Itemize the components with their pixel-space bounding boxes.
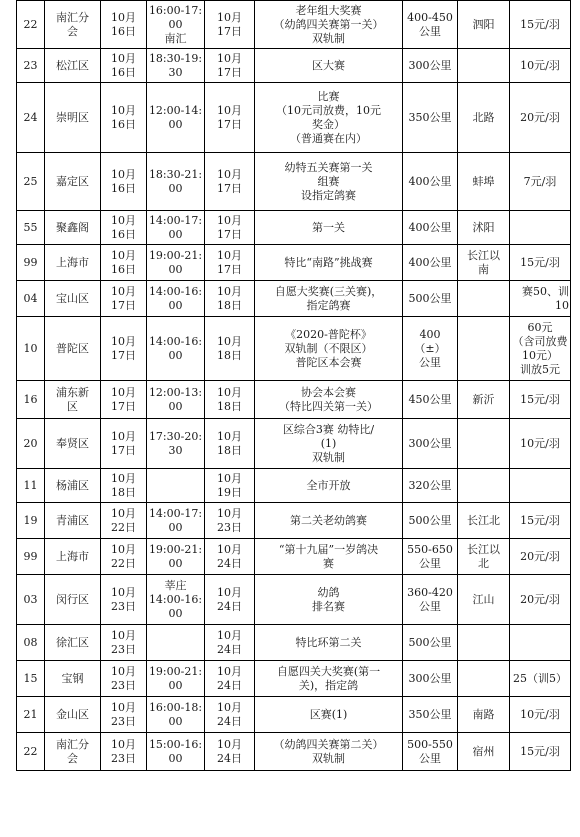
- event-cell: 第一关: [255, 211, 403, 245]
- event-cell: 区赛(1): [255, 697, 403, 733]
- location-cell: 蚌埠: [458, 153, 510, 211]
- release-date-cell: 10月 16日: [101, 211, 147, 245]
- district-cell: 宝山区: [45, 281, 101, 317]
- release-date-cell: 10月 17日: [101, 381, 147, 419]
- release-time-cell: 18:30-21: 00: [147, 153, 205, 211]
- release-date-cell: 10月 23日: [101, 661, 147, 697]
- fee-cell: 10元/羽: [510, 697, 571, 733]
- fee-cell: 15元/羽: [510, 245, 571, 281]
- location-cell: 新沂: [458, 381, 510, 419]
- release-time-cell: 16:00-18: 00: [147, 697, 205, 733]
- district-cell: 上海市: [45, 245, 101, 281]
- location-cell: 宿州: [458, 733, 510, 771]
- code-cell: 25: [17, 153, 45, 211]
- event-cell: 老年组大奖赛 （幼鸽四关赛第一关） 双轨制: [255, 1, 403, 49]
- table-row: [17, 733, 571, 771]
- release-date-cell: 10月 22日: [101, 503, 147, 539]
- release-date-cell: 10月 18日: [101, 469, 147, 503]
- fee-cell: 10元/羽: [510, 49, 571, 83]
- release-time-cell: 14:00-17: 00: [147, 503, 205, 539]
- location-cell: 江山: [458, 575, 510, 625]
- arrival-date-cell: 10月 23日: [205, 503, 255, 539]
- district-cell: 宝钢: [45, 661, 101, 697]
- table-row: [17, 211, 571, 245]
- distance-cell: 400（±） 公里: [403, 317, 458, 381]
- district-cell: 松江区: [45, 49, 101, 83]
- distance-cell: 300公里: [403, 661, 458, 697]
- code-cell: 20: [17, 419, 45, 469]
- location-cell: 南路: [458, 697, 510, 733]
- event-cell: 自愿大奖赛(三关赛)， 指定鸽赛: [255, 281, 403, 317]
- code-cell: 55: [17, 211, 45, 245]
- fee-cell: 7元/羽: [510, 153, 571, 211]
- release-time-cell: 12:00-13: 00: [147, 381, 205, 419]
- fee-cell: 10元/羽: [510, 419, 571, 469]
- distance-cell: 400公里: [403, 153, 458, 211]
- code-cell: 03: [17, 575, 45, 625]
- distance-cell: 500公里: [403, 625, 458, 661]
- distance-cell: 450公里: [403, 381, 458, 419]
- code-cell: 16: [17, 381, 45, 419]
- distance-cell: 320公里: [403, 469, 458, 503]
- table-row: [17, 317, 571, 381]
- code-cell: 22: [17, 733, 45, 771]
- release-date-cell: 10月 17日: [101, 419, 147, 469]
- event-cell: 区大赛: [255, 49, 403, 83]
- event-cell: 幼鸽 排名赛: [255, 575, 403, 625]
- location-cell: 长江以 南: [458, 245, 510, 281]
- table-row: [17, 83, 571, 153]
- location-cell: 长江以 北: [458, 539, 510, 575]
- event-cell: 《2020-普陀杯》 双轨制（不限区） 普陀区本会赛: [255, 317, 403, 381]
- location-cell: [458, 469, 510, 503]
- location-cell: [458, 625, 510, 661]
- location-cell: 泗阳: [458, 1, 510, 49]
- event-cell: 特比“南路”挑战赛: [255, 245, 403, 281]
- district-cell: 徐汇区: [45, 625, 101, 661]
- event-cell: 幼特五关赛第一关 组赛 设指定鸽赛: [255, 153, 403, 211]
- race-schedule-table: [16, 0, 571, 771]
- arrival-date-cell: 10月 17日: [205, 1, 255, 49]
- district-cell: 嘉定区: [45, 153, 101, 211]
- release-time-cell: 18:30-19: 30: [147, 49, 205, 83]
- fee-cell: 25（训5）: [510, 661, 571, 697]
- table-row: [17, 381, 571, 419]
- district-cell: 浦东新 区: [45, 381, 101, 419]
- distance-cell: 350公里: [403, 83, 458, 153]
- event-cell: 自愿四关大奖赛(第一 关)，指定鸽: [255, 661, 403, 697]
- release-time-cell: 15:00-16: 00: [147, 733, 205, 771]
- distance-cell: 400公里: [403, 245, 458, 281]
- code-cell: 15: [17, 661, 45, 697]
- release-date-cell: 10月 23日: [101, 625, 147, 661]
- fee-cell: 赛50、训10: [510, 281, 571, 317]
- arrival-date-cell: 10月 24日: [205, 625, 255, 661]
- location-cell: 北路: [458, 83, 510, 153]
- arrival-date-cell: 10月 24日: [205, 661, 255, 697]
- release-time-cell: 19:00-21: 00: [147, 245, 205, 281]
- arrival-date-cell: 10月 24日: [205, 733, 255, 771]
- table-row: [17, 469, 571, 503]
- district-cell: 金山区: [45, 697, 101, 733]
- district-cell: 聚鑫阁: [45, 211, 101, 245]
- arrival-date-cell: 10月 18日: [205, 281, 255, 317]
- event-cell: 比赛 （10元司放费，10元 奖金） （普通赛在内）: [255, 83, 403, 153]
- table-row: [17, 661, 571, 697]
- fee-cell: [510, 625, 571, 661]
- distance-cell: 500-550 公里: [403, 733, 458, 771]
- district-cell: 崇明区: [45, 83, 101, 153]
- fee-cell: 15元/羽: [510, 1, 571, 49]
- fee-cell: 20元/羽: [510, 83, 571, 153]
- release-time-cell: 14:00-17: 00: [147, 211, 205, 245]
- code-cell: 10: [17, 317, 45, 381]
- arrival-date-cell: 10月 17日: [205, 83, 255, 153]
- event-cell: （幼鸽四关赛第二关） 双轨制: [255, 733, 403, 771]
- distance-cell: 550-650 公里: [403, 539, 458, 575]
- code-cell: 23: [17, 49, 45, 83]
- arrival-date-cell: 10月 17日: [205, 211, 255, 245]
- table-row: [17, 575, 571, 625]
- arrival-date-cell: 10月 17日: [205, 49, 255, 83]
- distance-cell: 400-450 公里: [403, 1, 458, 49]
- arrival-date-cell: 10月 18日: [205, 317, 255, 381]
- arrival-date-cell: 10月 18日: [205, 381, 255, 419]
- district-cell: 南汇分 会: [45, 1, 101, 49]
- event-cell: 全市开放: [255, 469, 403, 503]
- release-time-cell: 19:00-21: 00: [147, 539, 205, 575]
- release-time-cell: [147, 625, 205, 661]
- release-time-cell: 17:30-20: 30: [147, 419, 205, 469]
- release-time-cell: 12:00-14: 00: [147, 83, 205, 153]
- release-time-cell: 16:00-17: 00 南汇: [147, 1, 205, 49]
- district-cell: 闵行区: [45, 575, 101, 625]
- schedule-rows: [17, 1, 571, 771]
- release-time-cell: 19:00-21: 00: [147, 661, 205, 697]
- release-time-cell: 14:00-16: 00: [147, 317, 205, 381]
- distance-cell: 400公里: [403, 211, 458, 245]
- fee-cell: [510, 469, 571, 503]
- release-date-cell: 10月 22日: [101, 539, 147, 575]
- release-date-cell: 10月 17日: [101, 281, 147, 317]
- fee-cell: 15元/羽: [510, 733, 571, 771]
- table-row: [17, 1, 571, 49]
- code-cell: 99: [17, 245, 45, 281]
- district-cell: 上海市: [45, 539, 101, 575]
- event-cell: 协会本会赛 （特比四关第一关）: [255, 381, 403, 419]
- code-cell: 19: [17, 503, 45, 539]
- location-cell: [458, 419, 510, 469]
- release-time-cell: 14:00-16: 00: [147, 281, 205, 317]
- location-cell: 长江北: [458, 503, 510, 539]
- fee-cell: 15元/羽: [510, 381, 571, 419]
- district-cell: 杨浦区: [45, 469, 101, 503]
- event-cell: “第十九届”一岁鸽决 赛: [255, 539, 403, 575]
- table-row: [17, 153, 571, 211]
- release-date-cell: 10月 23日: [101, 575, 147, 625]
- fee-cell: 15元/羽: [510, 503, 571, 539]
- distance-cell: 300公里: [403, 419, 458, 469]
- release-date-cell: 10月 16日: [101, 83, 147, 153]
- arrival-date-cell: 10月 17日: [205, 153, 255, 211]
- code-cell: 04: [17, 281, 45, 317]
- table-row: [17, 697, 571, 733]
- location-cell: [458, 49, 510, 83]
- table-row: [17, 419, 571, 469]
- event-cell: 特比环第二关: [255, 625, 403, 661]
- location-cell: [458, 317, 510, 381]
- release-time-cell: [147, 469, 205, 503]
- arrival-date-cell: 10月 19日: [205, 469, 255, 503]
- release-date-cell: 10月 16日: [101, 153, 147, 211]
- location-cell: [458, 661, 510, 697]
- release-date-cell: 10月 16日: [101, 49, 147, 83]
- arrival-date-cell: 10月 24日: [205, 697, 255, 733]
- arrival-date-cell: 10月 24日: [205, 575, 255, 625]
- release-date-cell: 10月 17日: [101, 317, 147, 381]
- district-cell: 普陀区: [45, 317, 101, 381]
- distance-cell: 500公里: [403, 503, 458, 539]
- code-cell: 08: [17, 625, 45, 661]
- event-cell: 区综合3赛 幼特比/ (1) 双轨制: [255, 419, 403, 469]
- distance-cell: 360-420 公里: [403, 575, 458, 625]
- event-cell: 第二关老幼鸽赛: [255, 503, 403, 539]
- release-date-cell: 10月 23日: [101, 733, 147, 771]
- code-cell: 22: [17, 1, 45, 49]
- release-date-cell: 10月 23日: [101, 697, 147, 733]
- table-row: [17, 539, 571, 575]
- distance-cell: 500公里: [403, 281, 458, 317]
- table-row: [17, 503, 571, 539]
- distance-cell: 300公里: [403, 49, 458, 83]
- arrival-date-cell: 10月 18日: [205, 419, 255, 469]
- location-cell: [458, 281, 510, 317]
- arrival-date-cell: 10月 24日: [205, 539, 255, 575]
- district-cell: 南汇分 会: [45, 733, 101, 771]
- table-row: [17, 281, 571, 317]
- location-cell: 沭阳: [458, 211, 510, 245]
- distance-cell: 350公里: [403, 697, 458, 733]
- code-cell: 11: [17, 469, 45, 503]
- fee-cell: 60元 （含司放费 10元） 训放5元: [510, 317, 571, 381]
- release-date-cell: 10月 16日: [101, 245, 147, 281]
- code-cell: 24: [17, 83, 45, 153]
- table-row: [17, 625, 571, 661]
- fee-cell: 20元/羽: [510, 575, 571, 625]
- release-time-cell: 莘庄 14:00-16: 00: [147, 575, 205, 625]
- fee-cell: 20元/羽: [510, 539, 571, 575]
- fee-cell: [510, 211, 571, 245]
- district-cell: 青浦区: [45, 503, 101, 539]
- table-row: [17, 49, 571, 83]
- table-row: [17, 245, 571, 281]
- code-cell: 21: [17, 697, 45, 733]
- district-cell: 奉贤区: [45, 419, 101, 469]
- race-schedule-sheet: [16, 0, 571, 771]
- arrival-date-cell: 10月 17日: [205, 245, 255, 281]
- release-date-cell: 10月 16日: [101, 1, 147, 49]
- code-cell: 99: [17, 539, 45, 575]
